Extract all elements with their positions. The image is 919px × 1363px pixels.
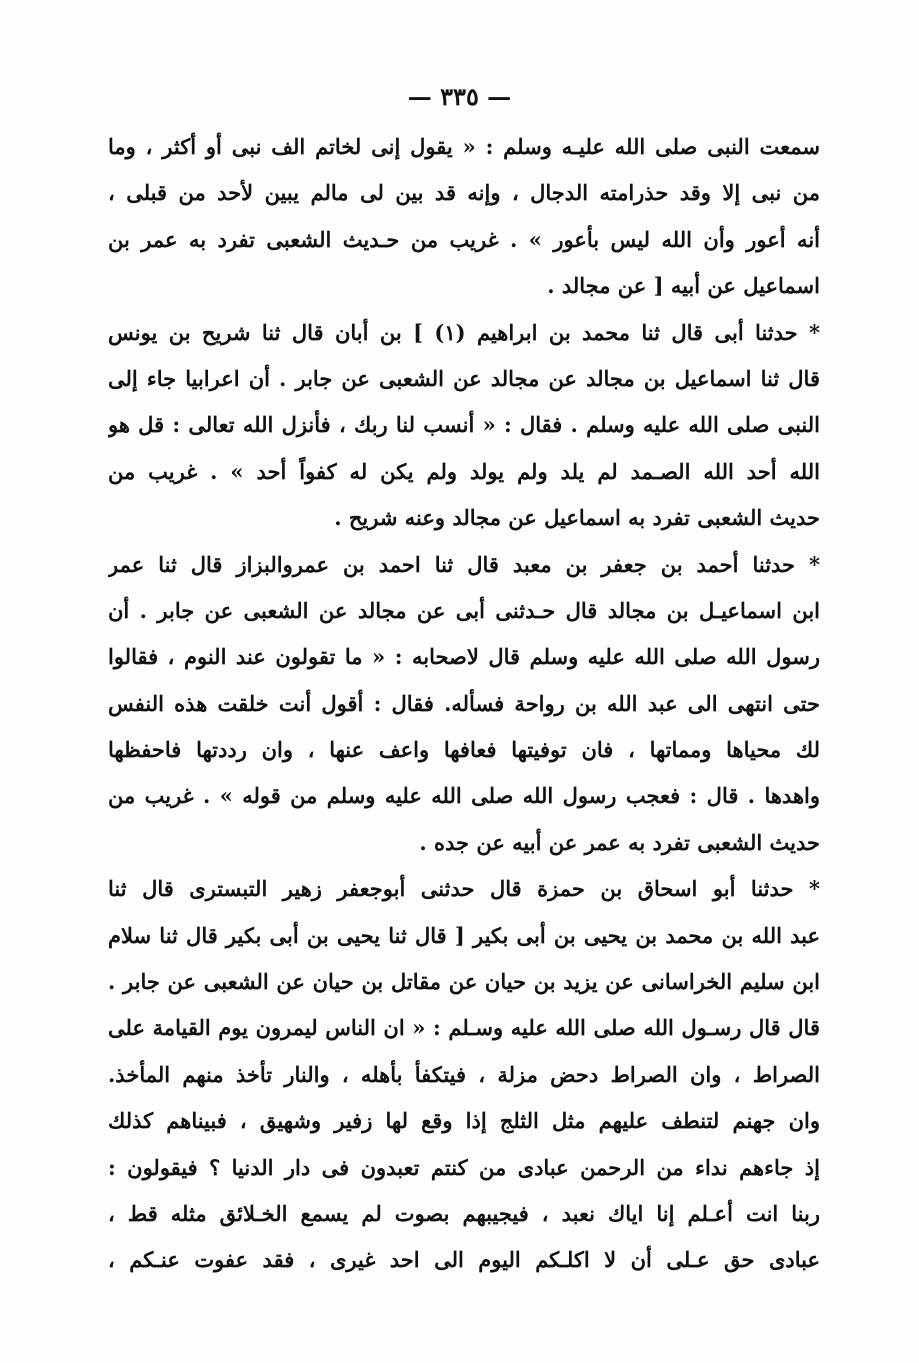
text-line: قال قال رسـول الله صلى الله عليه وسـلم : « ان الناس ليمرون يوم القيامة على	[108, 1015, 820, 1041]
text-line: الله أحد الله الصـمد لم يلد ولم يولد ولم يكن له كفواً أحد » . غريب من	[108, 458, 820, 484]
text-line: واهدها . قال : فعجب رسول الله صلى الله عليه وسلم من قوله » . غريب من	[108, 783, 820, 809]
text-line: من نبى إلا وقد حذرامته الدجال ، وإنه قد بين لى مالم يبين لأحد من قبلى ،	[108, 180, 820, 206]
text-line: * حدثنا أبو اسحاق بن حمزة قال حدثنى أبوجعفر زهير التبسترى قال ثنا	[108, 876, 820, 902]
text-line: حديث الشعبى تفرد به عمر عن أبيه عن جده .	[419, 829, 820, 855]
text-line: وان جهنم لتنطف عليهم مثل الثلج إذا وقع لها زفير وشهيق ، فبيناهم كذلك	[108, 1108, 820, 1134]
text-line: إذ جاءهم نداء من الرحمن عبادى من كنتم تعبدون فى دار الدنيا ؟ فيقولون :	[108, 1154, 820, 1180]
text-line: ابن سليم الخراسانى عن يزيد بن حيان عن مقاتل بن حيان عن الشعبى عن جابر .	[108, 969, 820, 995]
text-line: سمعت النبى صلى الله عليـه وسلم : « يقول إنى لخاتم الف نبى أو أكثر ، وما	[108, 134, 820, 159]
text-line: قال ثنا اسماعيل بن مجالد عن مجالد عن الشعبى عن جابر . أن اعرابيا جاء إلى	[108, 365, 820, 391]
text-line: النبى صلى الله عليه وسلم . فقال : « أنسب لنا ربك ، فأنزل الله تعالى : قل هو	[108, 412, 820, 438]
text-line: أنه أعور وأن الله ليس بأعور » . غريب من حـديث الشعبى تفرد به عمر بن	[108, 226, 820, 252]
text-line: عبد الله بن محمد بن يحيى بن أبى بكير [ قال ثنا يحيى بن أبى بكير قال ثنا سلام	[108, 922, 820, 948]
text-line: ربنا انت أعـلم إنا اياك نعبد ، فيجيبهم بصوت لم يسمع الخـلائق مثله قط ،	[108, 1200, 820, 1226]
text-line: حديث الشعبى تفرد به اسماعيل عن مجالد وعنه شريح .	[334, 505, 820, 531]
text-line: اسماعيل عن أبيه [ عن مجالد .	[547, 273, 820, 299]
text-line: * حدثنا أبى قال ثنا محمد بن ابراهيم (١) ] بن أبان قال ثنا شريح بن يونس	[108, 319, 820, 345]
arabic-text-body	[108, 124, 820, 1284]
text-line: حتى انتهى الى عبد الله بن رواحة فسأله. فقال : أقول أنت خلقت هذه النفس	[108, 690, 820, 716]
text-line: ابن اسماعيـل بن مجالد قال حـدثنى أبى عن مجالد عن الشعبى عن جابر . أن	[108, 597, 820, 623]
page-number: — ٣٣٥ —	[407, 82, 512, 111]
text-line: الصراط ، وان الصراط دحض مزلة ، فيتكفأ بأهله ، والنار تأخذ منهم المأخذ.	[108, 1061, 820, 1087]
text-line: * حدثنا أحمد بن جعفر بن معبد قال ثنا احمد بن عمروالبزاز قال ثنا عمر	[108, 551, 820, 577]
text-line: عبادى حق عـلى أن لا اكلـكم اليوم الى احد غيرى ، فقد عفوت عنـكم ،	[108, 1247, 820, 1273]
text-line: رسول الله صلى الله عليه وسلم قال لاصحابه : « ما تقولون عند النوم ، فقالوا	[108, 644, 820, 670]
text-line: لك محياها ومماتها ، فان توفيتها فعافها واعف عنها ، وان رددتها فاحفظها	[108, 737, 820, 763]
